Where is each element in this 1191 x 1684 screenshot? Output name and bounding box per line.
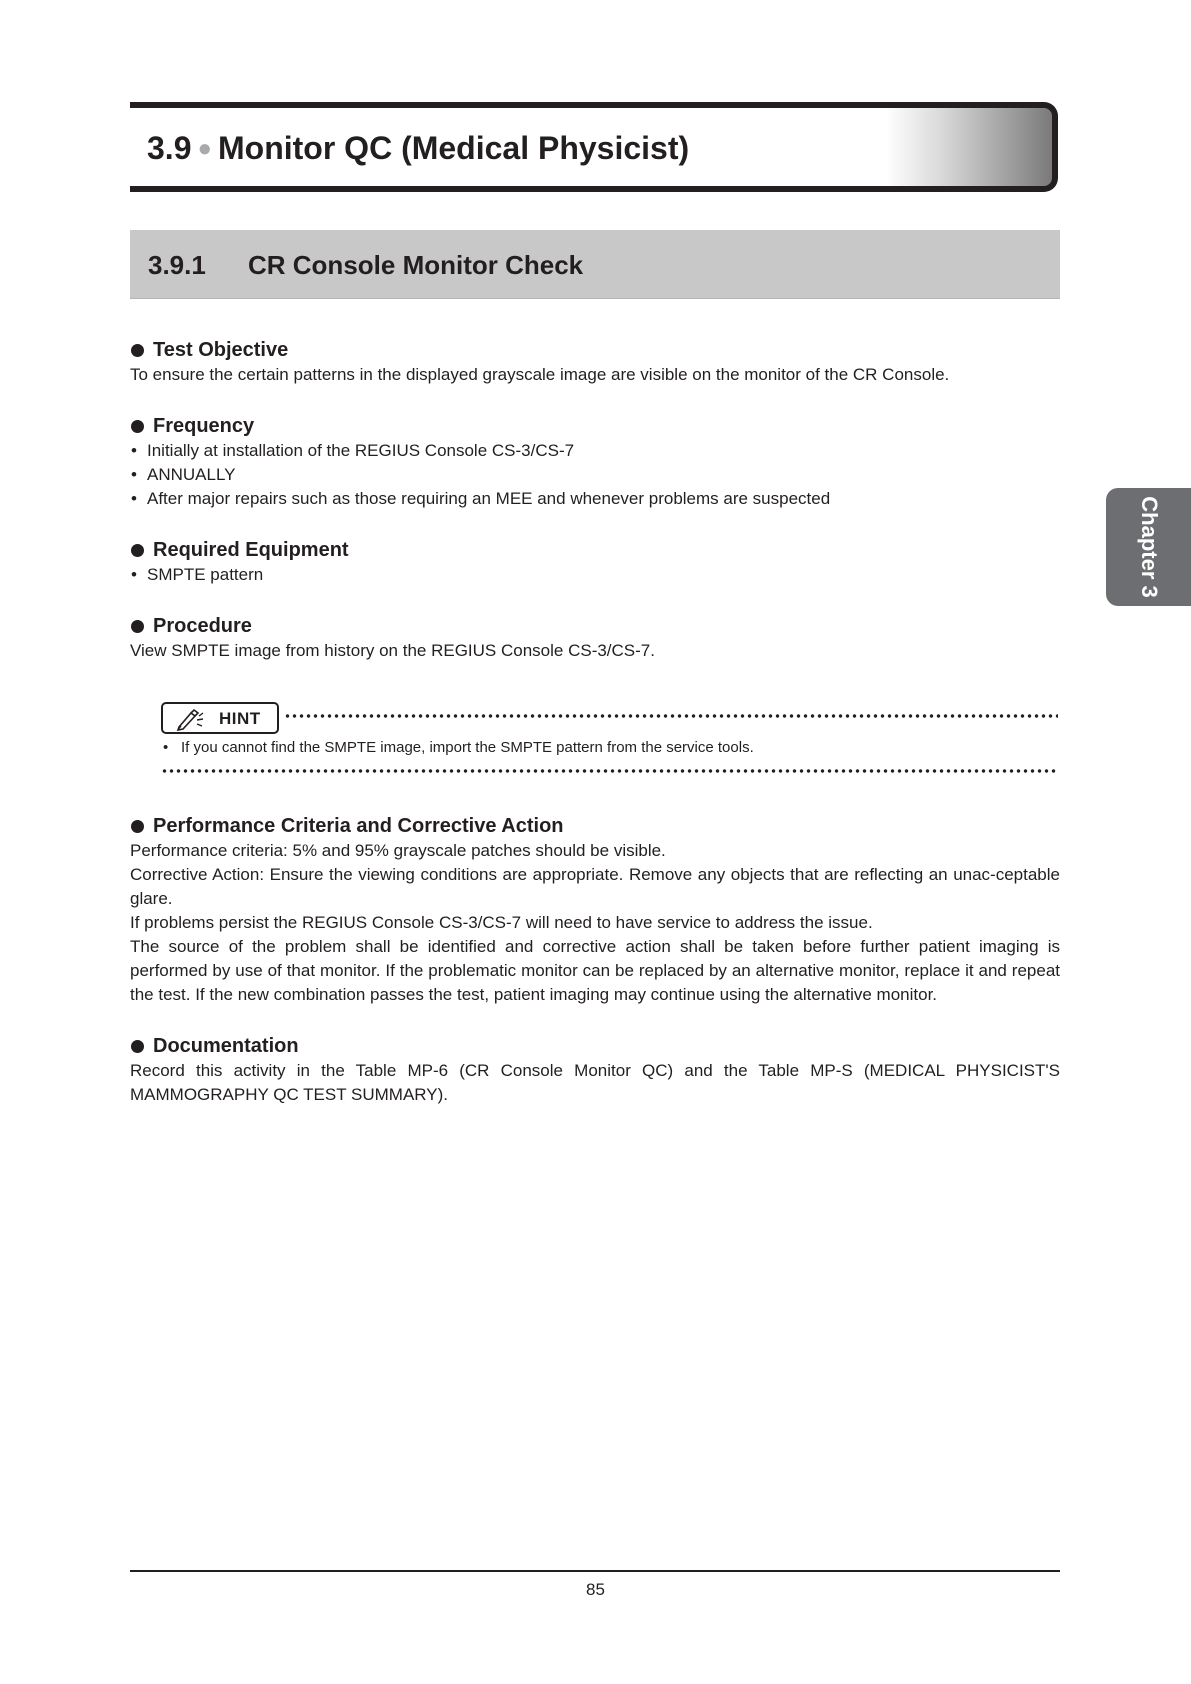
footer-rule: [130, 1570, 1060, 1572]
heading-text: Required Equipment: [153, 539, 349, 561]
bullet-icon: [131, 620, 144, 633]
bullet-icon: [131, 344, 144, 357]
documentation-text: Record this activity in the Table MP-6 (CR Console Monitor QC) and the Table MP-S (MEDICAL PHYSICIST'S MAMMOGRAPHY QC TEST SUMMARY).: [130, 1061, 1060, 1104]
list-item: • SMPTE pattern: [130, 563, 1060, 587]
frequency-section: [130, 414, 1060, 511]
bullet-icon: [131, 820, 144, 833]
hint-label: [161, 702, 279, 734]
page-number: 85: [586, 1580, 605, 1599]
chapter-tab-label: Chapter 3: [1136, 496, 1162, 598]
subsection-header: [130, 230, 1060, 299]
documentation-heading: [130, 1034, 1060, 1058]
performance-paragraph: If problems persist the REGIUS Console CS-3/CS-7 will need to have service to address the issue.: [130, 913, 873, 932]
list-item: • ANNUALLY: [130, 463, 1060, 487]
heading-text: Frequency: [153, 415, 255, 437]
documentation-section: [130, 1034, 1060, 1107]
test-objective-heading: [130, 338, 1060, 362]
performance-section: [130, 814, 1060, 1007]
heading-text: Documentation: [153, 1035, 299, 1057]
section-header: [130, 102, 1058, 192]
required-equipment-section: [130, 538, 1060, 587]
bullet-icon: [131, 420, 144, 433]
procedure-heading: [130, 614, 1060, 638]
heading-text: Test Objective: [153, 339, 289, 361]
required-equipment-heading: [130, 538, 1060, 562]
list-item: • After major repairs such as those requiring an MEE and whenever problems are suspected: [130, 487, 1060, 511]
procedure-text: View SMPTE image from history on the REGIUS Console CS-3/CS-7.: [130, 641, 655, 660]
bullet-icon: [131, 544, 144, 557]
performance-paragraph: Performance criteria: 5% and 95% grayscale patches should be visible.: [130, 841, 666, 860]
hint-pen-icon: [175, 707, 205, 731]
hint-item: • If you cannot find the SMPTE image, import the SMPTE pattern from the service tools.: [163, 738, 754, 758]
hint-bottom-dotted-rule: [161, 769, 1058, 773]
procedure-section: [130, 614, 1060, 663]
frequency-heading: [130, 414, 1060, 438]
test-objective-section: [130, 338, 1060, 387]
heading-text: Performance Criteria and Corrective Action: [153, 815, 564, 837]
hint-label-text: HINT: [219, 709, 261, 728]
performance-heading: [130, 814, 1060, 838]
bullet-dot-icon: ●: [197, 135, 212, 162]
performance-paragraph: The source of the problem shall be identified and corrective action shall be taken before further patient imaging is performed by use of that monitor. If the problematic monitor can be replaced by an alternative monitor, replace it and repeat the test. If the new combination passes the test, patient imaging may continue using the alternative monitor.: [130, 937, 1060, 1004]
section-title: [147, 130, 689, 167]
hint-top-dotted-rule: [284, 714, 1058, 718]
bullet-icon: [131, 1040, 144, 1053]
heading-text: Procedure: [153, 615, 252, 637]
list-item: • Initially at installation of the REGIUS Console CS-3/CS-7: [130, 439, 1060, 463]
chapter-tab: [1106, 488, 1191, 606]
section-number: 3.9: [147, 130, 192, 166]
subsection-number: 3.9.1: [148, 250, 206, 280]
subsection-title: CR Console Monitor Check: [248, 250, 584, 280]
test-objective-text: To ensure the certain patterns in the displayed grayscale image are visible on the monitor of the CR Console.: [130, 365, 950, 384]
performance-paragraph: Corrective Action: Ensure the viewing conditions are appropriate. Remove any objects that are reflecting an unac-ceptable glare.: [130, 865, 1060, 908]
section-title-text: Monitor QC (Medical Physicist): [217, 130, 690, 166]
